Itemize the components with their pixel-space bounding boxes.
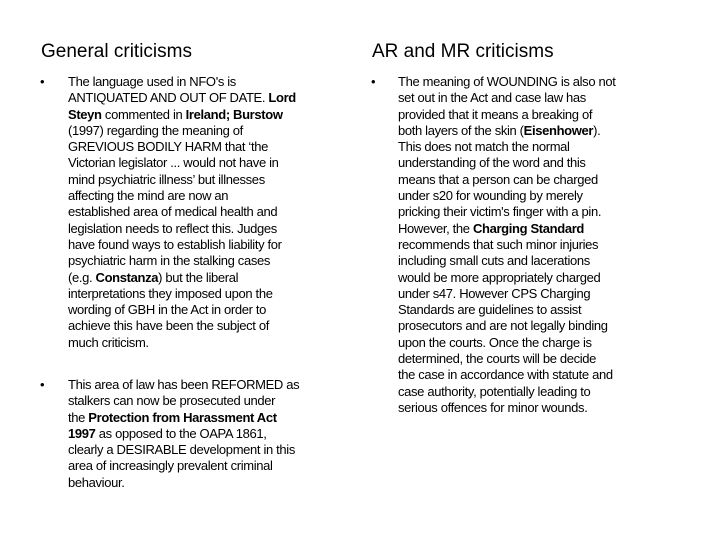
left-bullet-2-text [68,377,299,491]
text-run: commented in [101,106,186,122]
text-run: provided that it means a breaking of [398,106,593,122]
text-line [398,172,616,188]
text-run: means that a person can be charged [398,171,598,187]
text-line [398,188,616,204]
text-line [398,107,616,123]
text-run: pricking their victim's finger with a pin. [398,204,602,220]
text-run: GREVIOUS BODILY HARM that ‘the [68,139,268,155]
text-run: This does not match the normal [398,139,570,155]
text-run: This area of law has been REFORMED as [68,377,300,392]
text-run: ). [593,122,601,138]
text-line [398,302,616,318]
bold-text: Steyn [68,106,102,122]
text-run: affecting the mind are now an [68,188,229,204]
text-run: upon the courts. Once the charge is [398,334,592,350]
text-run: under s20 for wounding by merely [398,188,583,204]
text-run: understanding of the word and this [398,155,586,171]
text-line [68,286,296,302]
text-line [398,286,616,302]
text-run: would be more appropriately charged [398,269,601,285]
text-line [68,426,299,442]
bullet-marker: • [40,377,45,392]
left-bullet-1-text [68,74,296,351]
text-run: the [68,409,89,425]
text-line [68,458,299,474]
text-line [68,204,296,220]
text-line [68,172,296,188]
text-run: ANTIQUATED AND OUT OF DATE. [68,90,269,106]
text-run: achieve this have been the subject of [68,318,269,334]
text-run: under s47. However CPS Charging [398,285,591,301]
text-run: area of increasingly prevalent criminal [68,458,273,474]
text-run: stalkers can now be prosecuted under [68,393,276,409]
text-line [68,442,299,458]
text-line [398,318,616,334]
text-line [68,139,296,155]
text-run: (1997) regarding the meaning of [68,122,243,138]
text-line [68,318,296,334]
text-line [398,351,616,367]
text-line [398,335,616,351]
text-run: interpretations they imposed upon the [68,285,273,301]
text-line [68,221,296,237]
bold-text: Eisenhower [523,122,594,138]
text-line [398,123,616,139]
text-line [68,410,299,426]
text-run: both layers of the skin ( [398,122,524,138]
text-run: legislation needs to reflect this. Judges [68,220,277,236]
text-line [398,155,616,171]
text-line [68,155,296,171]
text-run: However, the [398,220,473,236]
text-run: The meaning of WOUNDING is also not [398,74,616,89]
bold-text: 1997 [68,425,96,441]
text-run: case authority, potentially leading to [398,383,591,399]
text-line [68,393,299,409]
text-run: recommends that such minor injuries [398,236,599,252]
text-run: established area of medical health and [68,204,278,220]
text-line [68,335,296,351]
text-run: Victorian legislator ... would not have in [68,155,279,171]
text-line [398,400,616,416]
text-line [68,302,296,318]
text-run: wording of GBH in the Act in order to [68,302,267,318]
bullet-marker: • [40,74,45,89]
text-line [68,270,296,286]
text-line [398,74,616,90]
text-run: mind psychiatric illness’ but illnesses [68,171,265,187]
text-run: ) but the liberal [158,269,239,285]
text-run: set out in the Act and case law has [398,90,586,106]
text-line [398,221,616,237]
text-line [68,90,296,106]
bullet-marker: • [371,74,376,89]
text-line [398,367,616,383]
text-line [398,90,616,106]
text-line [398,384,616,400]
text-run: prosecutors and are not legally binding [398,318,608,334]
right-bullet-1-text [398,74,616,416]
text-run: The language used in NFO's is [68,74,236,89]
bold-text: Lord [268,90,296,106]
text-run: have found ways to establish liability for [68,236,282,252]
text-run: determined, the courts will be decide [398,351,597,367]
bold-text: Charging Standard [472,220,584,236]
bold-text: Protection from Harassment Act [88,409,277,425]
text-line [398,237,616,253]
text-line [68,123,296,139]
text-run: (e.g. [68,269,96,285]
right-column-heading: AR and MR criticisms [372,41,554,62]
bold-text: Constanza [95,269,159,285]
text-run: behaviour. [68,474,125,490]
text-line [68,237,296,253]
text-run: serious offences for minor wounds. [398,399,588,415]
text-run: Standards are guidelines to assist [398,302,582,318]
text-line [68,74,296,90]
text-run: psychiatric harm in the stalking cases [68,253,271,269]
text-line [398,204,616,220]
text-line [68,107,296,123]
text-line [398,139,616,155]
text-line [68,188,296,204]
text-line [398,253,616,269]
text-line [68,475,299,491]
text-run: clearly a DESIRABLE development in this [68,442,295,458]
bold-text: Ireland; Burstow [185,106,283,122]
left-column-heading: General criticisms [41,41,192,62]
text-line [68,377,299,393]
text-run: including small cuts and lacerations [398,253,590,269]
text-line [68,253,296,269]
text-run: as opposed to the OAPA 1861, [95,425,267,441]
text-run: the case in accordance with statute and [398,367,613,383]
text-run: much criticism. [68,334,149,350]
text-line [398,270,616,286]
